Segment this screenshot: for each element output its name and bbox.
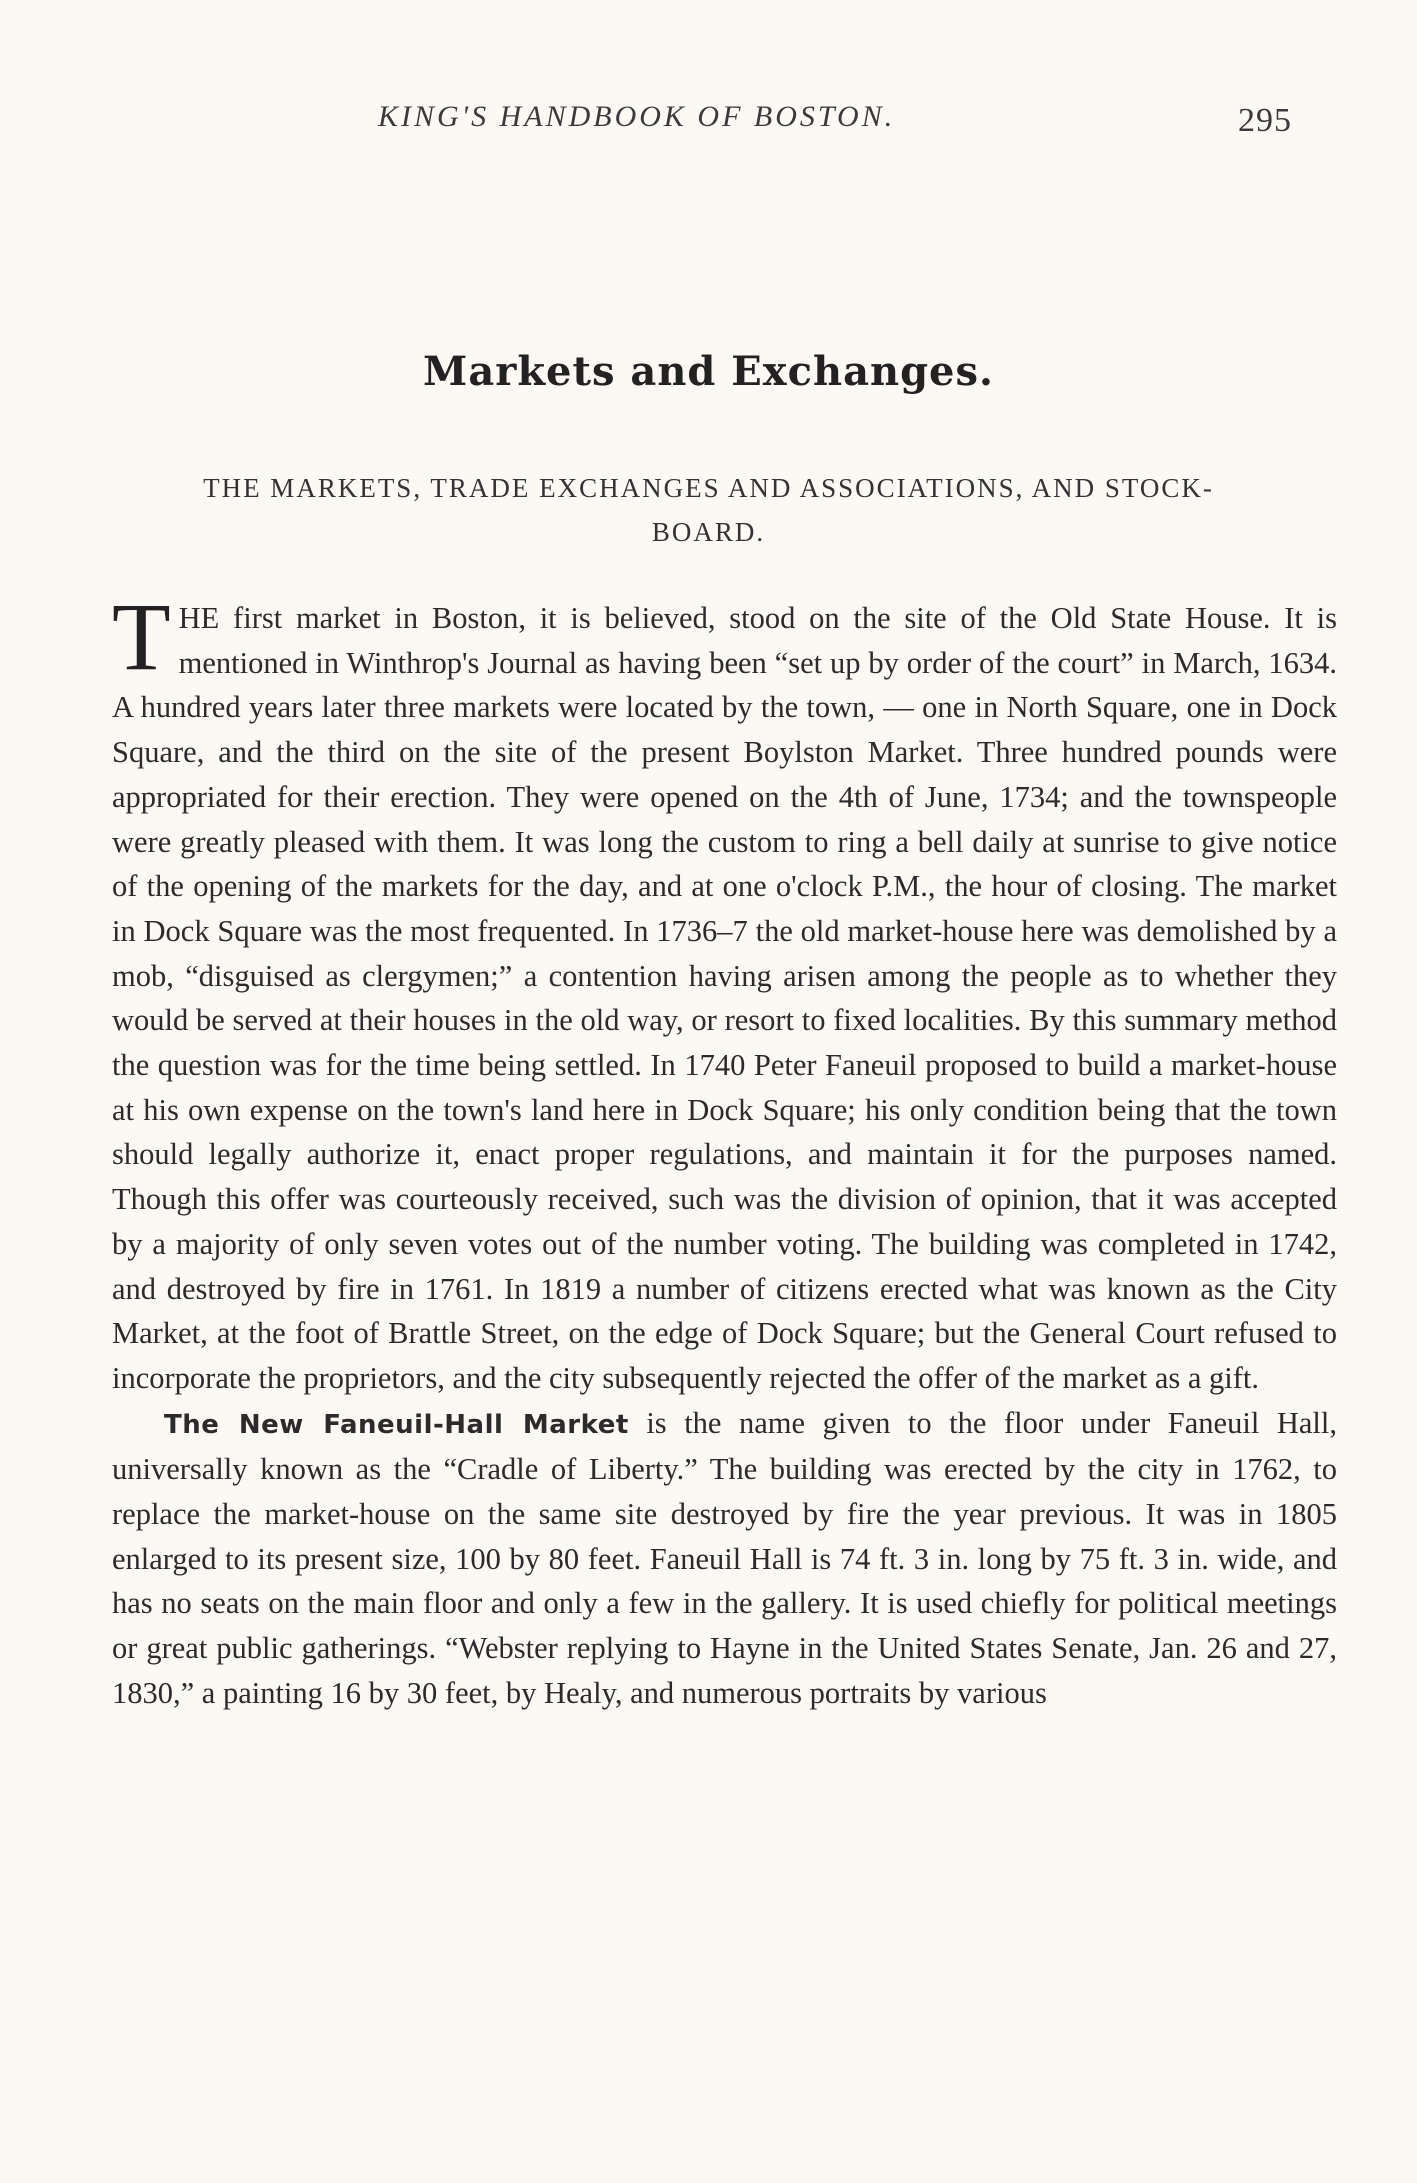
run-in-heading: The New Faneuil-Hall Market bbox=[164, 1409, 629, 1440]
section-subtitle: THE MARKETS, TRADE EXCHANGES AND ASSOCIATIONS, AND STOCK-BOARD. bbox=[203, 473, 1214, 547]
running-head bbox=[0, 100, 1417, 140]
paragraph-text: HE first market in Boston, it is believed, stood on the site of the Old State House. It is mentioned in Winthrop's Journal as having been “set up by order of the court” in March, 1634. A hundred years later three markets were located by the town, — one in North Square, one in Dock Square, and the third on the site of the present Boylston Market. Three hundred pounds were appropriated for their erection. They were opened on the 4th of June, 1734; and the townspeople were greatly pleased with them. It was long the custom to ring a bell daily at sunrise to give notice of the opening of the markets for the day, and at one o'clock P.M., the hour of closing. The market in Dock Square was the most frequented. In 1736–7 the old market-house here was demolished by a mob, “disguised as clergymen;” a contention having arisen among the people as to whether they would be served at their houses in the old way, or resort to fixed localities. By this summary method the question was for the time being settled. In 1740 Peter Faneuil proposed to build a market-house at his own expense on the town's land here in Dock Square; his only condition being that the town should legally authorize it, enact proper regulations, and maintain it for the purposes named. Though this offer was courteously received, such was the division of opinion, that it was accepted by a majority of only seven votes out of the number voting. The building was completed in 1742, and destroyed by fire in 1761. In 1819 a number of citizens erected what was known as the City Market, at the foot of Brattle Street, on the edge of Dock Square; but the General Court refused to incorporate the proprietors, and the city subsequently rejected the offer of the market as a gift. bbox=[112, 601, 1337, 1395]
page-number: 295 bbox=[1238, 102, 1292, 139]
running-title: KING'S HANDBOOK OF BOSTON. bbox=[378, 100, 896, 133]
section-title: Markets and Exchanges. bbox=[423, 348, 994, 395]
paragraph-text: is the name given to the floor under Faneuil Hall, universally known as the “Cradle of Liberty.” The building was erected by the city in 1762, to replace the market-house on the same site destroyed by fire the year previous. It was in 1805 enlarged to its present size, 100 by 80 feet. Faneuil Hall is 74 ft. 3 in. long by 75 ft. 3 in. wide, and has no seats on the main floor and only a few in the gallery. It is used chiefly for political meetings or great public gatherings. “Webster replying to Hayne in the United States Senate, Jan. 26 and 27, 1830,” a painting 16 by 30 feet, by Healy, and numerous portraits by various bbox=[112, 1405, 1337, 1710]
drop-cap: T bbox=[112, 583, 171, 690]
paragraph-faneuil-hall-market bbox=[112, 1401, 1337, 1716]
body-text bbox=[112, 583, 1337, 1716]
paragraph-first-market bbox=[112, 583, 1337, 1401]
